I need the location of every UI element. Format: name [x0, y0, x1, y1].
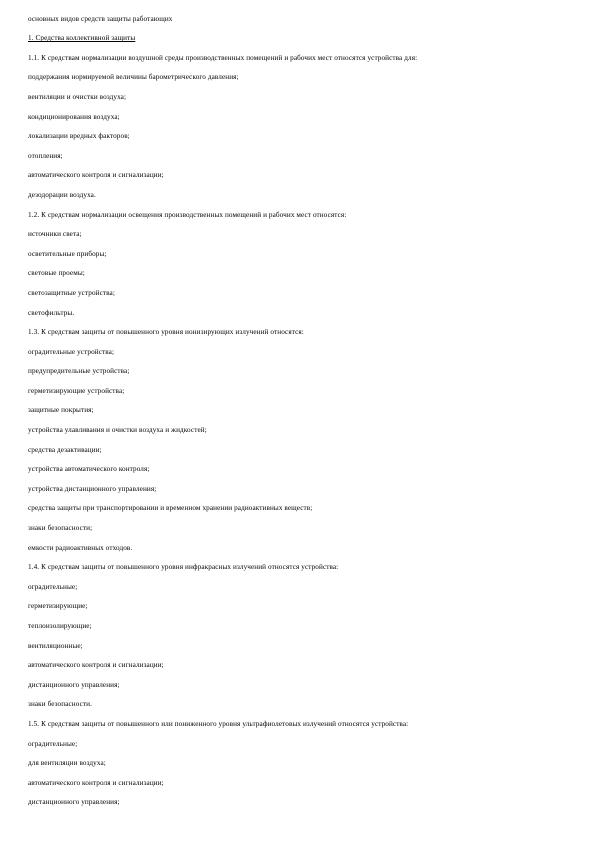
paragraph-line: вентиляционные;: [28, 641, 83, 650]
paragraph-line: 1.2. К средствам нормализации освещения производственных помещений и рабочих мест относятся:: [28, 210, 347, 219]
paragraph-line: оградительные;: [28, 739, 78, 748]
paragraph-line: устройства автоматического контроля;: [28, 465, 150, 474]
paragraph-line: осветительные приборы;: [28, 249, 107, 258]
paragraph-line: светофильтры.: [28, 308, 75, 317]
paragraph-line: теплоизолирующие;: [28, 622, 92, 630]
paragraph-line: автоматического контроля и сигнализации;: [28, 778, 164, 787]
paragraph-line: герметизирующие;: [28, 602, 88, 611]
paragraph-line: кондиционирования воздуха;: [28, 112, 120, 121]
paragraph-line: защитные покрытия;: [28, 406, 94, 415]
paragraph-line: герметизирующие устройства;: [28, 386, 125, 395]
paragraph-line: оградительные устройства;: [28, 347, 115, 356]
paragraph-line: 1.4. К средствам защиты от повышенного уровня инфракрасных излучений относятся устройства:: [28, 563, 339, 572]
paragraph-line: знаки безопасности.: [28, 700, 92, 709]
paragraph-line: автоматического контроля и сигнализации;: [28, 661, 164, 670]
paragraph-line: емкости радиоактивных отходов.: [28, 543, 133, 552]
paragraph-line: дистанционного управления;: [28, 798, 120, 807]
paragraph-line: отопления;: [28, 151, 63, 160]
paragraph-line: светозащитные устройства;: [28, 288, 115, 297]
paragraph-line: устройства улавливания и очистки воздуха и жидкостей;: [28, 426, 207, 435]
paragraph-line: 1.1. К средствам нормализации воздушной среды производственных помещений и рабочих мест относятся устройства для:: [28, 53, 418, 62]
paragraph-line: устройства дистанционного управления;: [28, 484, 157, 493]
paragraph-line: средства дезактивации;: [28, 445, 102, 454]
paragraph-line: 1.3. К средствам защиты от повышенного уровня ионизирующих излучений относятся:: [28, 328, 304, 337]
paragraph-line: предупредительные устройства;: [28, 367, 130, 376]
paragraph-line: вентиляции и очистки воздуха;: [28, 92, 127, 101]
paragraph-line: для вентиляции воздуха;: [28, 759, 106, 768]
section-heading: 1. Средства коллективной защиты: [28, 34, 136, 43]
paragraph-line: 1.5. К средствам защиты от повышенного или пониженного уровня ультрафиолетовых излучений относятся устройства:: [28, 719, 409, 728]
paragraph-line: знаки безопасности;: [28, 524, 93, 533]
paragraph-line: дезодорации воздуха.: [28, 190, 96, 199]
paragraph-line: дистанционного управления;: [28, 680, 120, 689]
paragraph-line: средства защиты при транспортировании и временном хранении радиоактивных веществ;: [28, 504, 313, 513]
paragraph-line: оградительные;: [28, 582, 78, 591]
paragraph-line: источники света;: [28, 230, 82, 239]
paragraph-line: автоматического контроля и сигнализации;: [28, 171, 164, 180]
document-title: основных видов средств защиты работающих: [28, 15, 173, 23]
paragraph-line: локализации вредных факторов;: [28, 132, 130, 141]
paragraph-line: поддержания нормируемой величины барометрического давления;: [28, 73, 239, 82]
paragraph-line: световые проемы;: [28, 269, 85, 278]
